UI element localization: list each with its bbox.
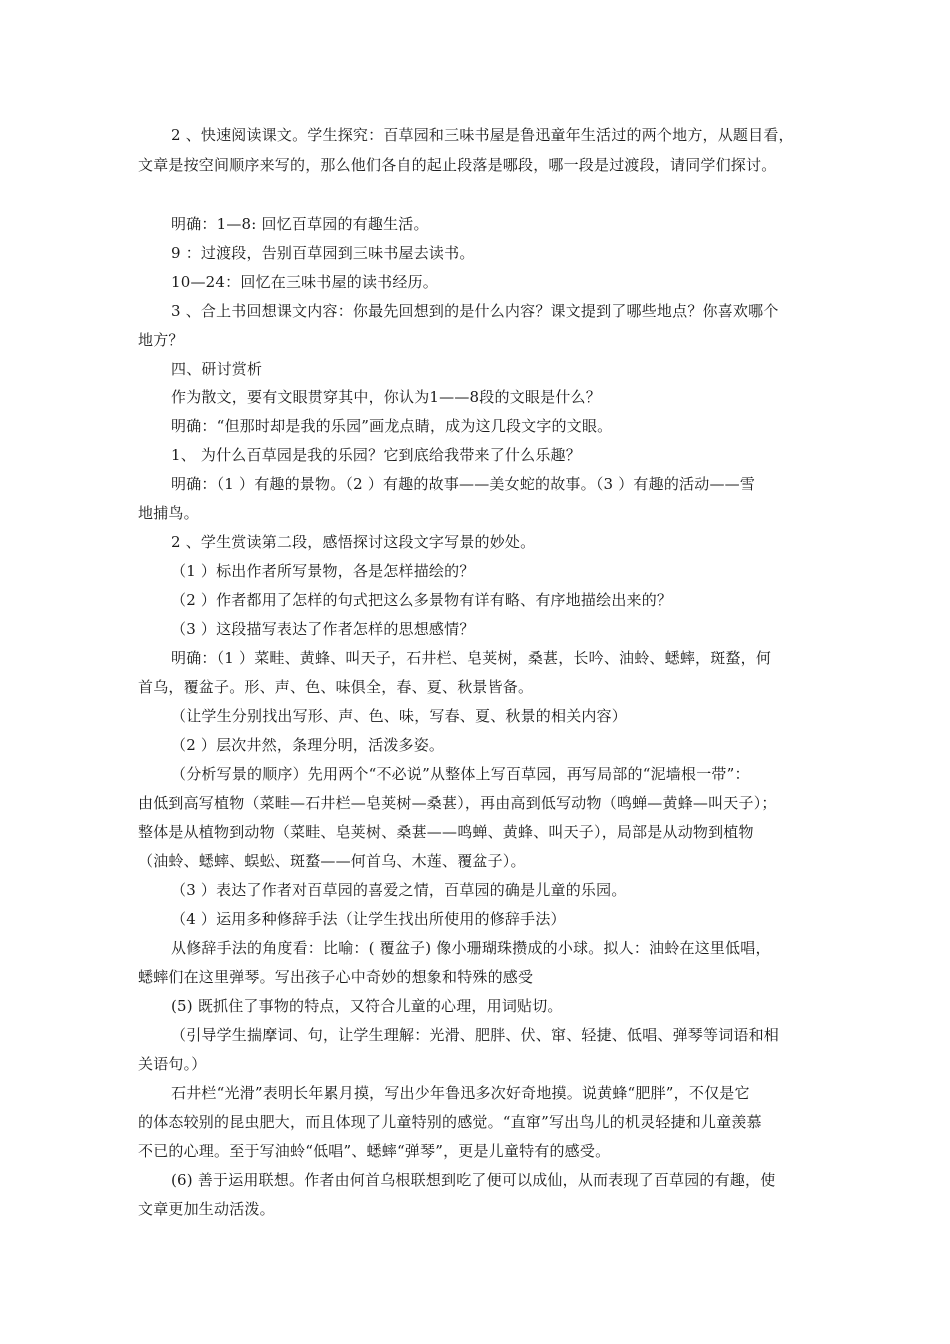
text-line: 10—24：回忆在三味书屋的读书经历。 (171, 273, 438, 291)
text-line: 作为散文，要有文眼贯穿其中，你认为1——8段的文眼是什么？ (171, 388, 601, 406)
text-line: 整体是从植物到动物（菜畦、皂荚树、桑葚——鸣蝉、黄蜂、叫天子），局部是从动物到植物 (138, 823, 754, 841)
text-line: 9 ：过渡段，告别百草园到三味书屋去读书。 (171, 244, 475, 262)
text-line: 的体态较别的昆虫肥大，而且体现了儿童特别的感觉。“直窜”写出鸟儿的机灵轻捷和儿童羡慕 (138, 1113, 762, 1131)
text-line: 明确：（1 ）菜畦、黄蜂、叫天子，石井栏、皂荚树，桑葚，长吟、油蛉、蟋蟀，斑蝥，何 (171, 649, 772, 667)
text-line: 文章是按空间顺序来写的，那么他们各自的起止段落是哪段，哪一段是过渡段，请同学们探讨。 (138, 156, 777, 174)
text-line: （1 ）标出作者所写景物，各是怎样描绘的？ (171, 562, 475, 580)
text-line: 文章更加生动活泼。 (138, 1200, 275, 1218)
text-line: 明确：（1 ）有趣的景物。（2 ）有趣的故事——美女蛇的故事。（3 ）有趣的活动——雪 (171, 475, 756, 493)
text-line: 不已的心理。至于写油蛉“低唱”、蟋蟀“弹琴”，更是儿童特有的感受。 (138, 1142, 611, 1160)
text-line: （引导学生揣摩词、句，让学生理解：光滑、肥胖、伏、窜、轻捷、低唱、弹琴等词语和相 (171, 1026, 780, 1044)
text-line: 2 、学生赏读第二段，感悟探讨这段文字写景的妙处。 (171, 533, 536, 551)
text-line: 3 、合上书回想课文内容：你最先回想到的是什么内容？课文提到了哪些地点？你喜欢哪个 (171, 302, 779, 320)
text-line: 从修辞手法的角度看：比喻：( 覆盆子) 像小珊瑚珠攒成的小球。拟人：油蛉在这里低唱， (171, 939, 771, 957)
text-line: （3 ）表达了作者对百草园的喜爱之情，百草园的确是儿童的乐园。 (171, 881, 627, 899)
text-line: （2 ）层次井然，条理分明，活泼多姿。 (171, 736, 445, 754)
text-line: （4 ）运用多种修辞手法（让学生找出所使用的修辞手法） (171, 910, 566, 928)
text-line: 2 、快速阅读课文。学生探究：百草园和三味书屋是鲁迅童年生活过的两个地方，从题目看， (171, 126, 794, 144)
text-line: （分析写景的顺序）先用两个“不必说”从整体上写百草园，再写局部的“泥墙根一带”： (171, 765, 750, 783)
text-line: （3 ）这段描写表达了作者怎样的思想感情？ (171, 620, 475, 638)
text-line: (6) 善于运用联想。作者由何首乌根联想到吃了便可以成仙，从而表现了百草园的有趣，使 (171, 1171, 776, 1189)
text-line: （油蛉、蟋蟀、蜈蚣、斑蝥——何首乌、木莲、覆盆子）。 (138, 852, 526, 870)
text-line: 石井栏“光滑”表明长年累月摸，写出少年鲁迅多次好奇地摸。说黄蜂“肥胖”，不仅是它 (171, 1084, 750, 1102)
text-line: （2 ）作者都用了怎样的句式把这么多景物有详有略、有序地描绘出来的？ (171, 591, 673, 609)
text-line: 明确：“但那时却是我的乐园”画龙点睛，成为这几段文字的文眼。 (171, 417, 613, 435)
text-line: 关语句。） (138, 1055, 207, 1073)
text-line: 蟋蟀们在这里弹琴。写出孩子心中奇妙的想象和特殊的感受 (138, 968, 534, 986)
text-line: 首乌，覆盆子。形、声、色、味俱全，春、夏、秋景皆备。 (138, 678, 534, 696)
text-line: 1、 为什么百草园是我的乐园？它到底给我带来了什么乐趣？ (171, 446, 581, 464)
section-heading: 四、研讨赏析 (171, 360, 263, 378)
text-line: 地方？ (138, 331, 184, 349)
text-line: 地捕鸟。 (138, 504, 199, 522)
text-line: (5) 既抓住了事物的特点，又符合儿童的心理，用词贴切。 (171, 997, 563, 1015)
text-line: 明确：1—8: 回忆百草园的有趣生活。 (171, 215, 429, 233)
text-line: 由低到高写植物（菜畦—石井栏—皂荚树—桑葚），再由高到低写动物（鸣蝉—黄蜂—叫天子）； (138, 794, 777, 812)
text-line: （让学生分别找出写形、声、色、味，写春、夏、秋景的相关内容） (171, 707, 628, 725)
